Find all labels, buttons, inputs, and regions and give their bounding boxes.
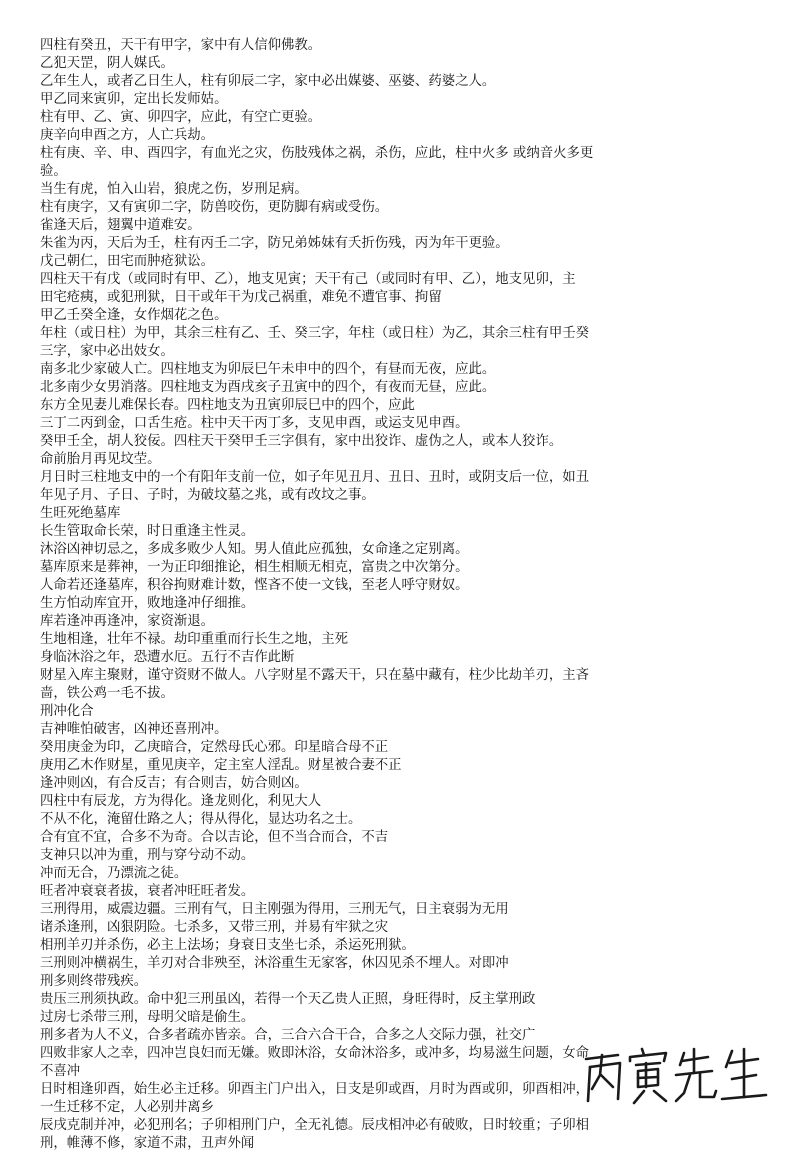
text-line: 四柱中有辰龙，方为得化。逢龙则化，利见大人: [40, 794, 322, 809]
text-line: 不从不化，淹留仕路之人；得从得化，显达功名之士。: [40, 812, 362, 827]
text-line: 生方怕动库宜开，败地逢冲仔细推。: [40, 596, 255, 611]
text-line: 乙年生人，或者乙日生人，柱有卯辰二字，家中必出媒婆、巫婆、药婆之人。: [40, 74, 496, 89]
text-line: 四柱有癸丑，天干有甲字，家中有人信仰佛教。: [40, 38, 322, 53]
text-line: 甲乙壬癸全逢，女作烟花之色。: [40, 308, 228, 323]
text-line: 墓库原来是葬神，一为正印细推论，相生相顺无相克，富贵之中次第分。: [40, 560, 469, 575]
text-line: 癸甲壬全，胡人狡佞。四柱天干癸甲壬三字俱有，家中出狡诈、虚伪之人，或本人狡诈。: [40, 434, 563, 449]
text-line: 田宅疮痍，或犯刑狱，日干或年干为戊己祸重，难免不遭官事、拘留: [40, 290, 442, 305]
text-line: 年见子月、子日、子时，为破坟墓之兆，或有改坟之事。: [40, 488, 375, 503]
text-line: 命前胎月再见坟茔。: [40, 452, 161, 467]
text-line: 当生有虎，怕入山岩，狼虎之伤，岁刑足病。: [40, 182, 308, 197]
text-line: 年柱（或日柱）为甲，其余三柱有乙、壬、癸三字，年柱（或日柱）为乙，其余三柱有甲壬癸: [40, 326, 590, 341]
text-line: 四柱天干有戊（或同时有甲、乙），地支见寅；天干有己（或同时有甲、乙），地支见卯，主: [40, 272, 576, 287]
text-line: 旺者冲衰衰者拔，衰者冲旺旺者发。: [40, 884, 255, 899]
text-line: 月日时三柱地支中的一个有阳年支前一位，如子年见丑月、丑日、丑时，或阴支后一位，如丑: [40, 470, 590, 485]
text-line: 过房七杀带三刑，母明父暗是偷生。: [40, 1010, 255, 1025]
text-line: 三刑得用，威震边疆。三刑有气，日主刚强为得用，三刑无气，日主衰弱为无用: [40, 902, 509, 917]
text-line: 逢冲则凶，有合反吉；有合则吉，妨合则凶。: [40, 776, 308, 791]
text-line: 冲而无合，乃漂流之徒。: [40, 866, 188, 881]
text-line: 沐浴凶神切忌之，多成多败少人知。男人值此应孤独，女命逢之定别离。: [40, 542, 469, 557]
text-line: 刑多者为人不义，合多者疏亦皆亲。合，三合六合干合，合多之人交际力强，社交广: [40, 1028, 536, 1043]
text-line: 诸杀逢刑，凶狠阴险。七杀多，又带三刑，并易有牢狱之灾: [40, 920, 389, 935]
text-line: 生地相逢，壮年不禄。劫印重重而行长生之地，主死: [40, 632, 348, 647]
text-line: 北多南少女男消落。四柱地支为酉戌亥子丑寅中的四个，有夜而无昼，应此。: [40, 380, 496, 395]
text-line: 验。: [40, 164, 67, 179]
text-line: 长生管取命长荣，时日重逢主性灵。: [40, 524, 255, 539]
text-line: 日时相逢卯酉，始生必主迁移。卯酉主门户出入，日支是卯或酉，月时为酉或卯，卯酉相冲，: [40, 1082, 590, 1097]
text-line: 身临沐浴之年，恐遭水厄。五行不吉作此断: [40, 650, 295, 665]
text-line: 南多北少家破人亡。四柱地支为卯辰巳午未申中的四个，有昼而无夜，应此。: [40, 362, 496, 377]
text-line: 吉神唯怕破害，凶神还喜刑冲。: [40, 722, 228, 737]
text-line: 雀逢天后，翅翼中道难安。: [40, 218, 201, 233]
text-line: 库若逢冲再逢冲，家资渐退。: [40, 614, 215, 629]
text-line: 辰戌克制并冲，必犯刑名；子卯相刑门户，全无礼德。辰戌相冲必有破败，日时较重；子卯相: [40, 1118, 590, 1133]
text-line: 财星入库主聚财，谨守资财不做人。八字财星不露天干，只在墓中藏有，柱少比劫羊刃，主吝: [40, 668, 590, 683]
text-line: 朱雀为丙，天后为壬，柱有丙壬二字，防兄弟姊妹有夭折伤残，丙为年干更验。: [40, 236, 509, 251]
text-line: 乙犯天罡，阴人媒氏。: [40, 56, 174, 71]
text-line: 三字，家中必出妓女。: [40, 344, 174, 359]
text-line: 贵压三刑须执政。命中犯三刑虽凶，若得一个天乙贵人正照，身旺得时，反主掌刑政: [40, 992, 536, 1007]
text-line: 东方全见妻儿难保长春。四柱地支为丑寅卯辰巳中的四个，应此: [40, 398, 415, 413]
text-line: 庚用乙木作财星，重见庚辛，定主室人淫乱。财星被合妻不正: [40, 758, 402, 773]
text-line: 癸用庚金为印，乙庚暗合，定然母氏心邪。印星暗合母不正: [40, 740, 389, 755]
text-line: 刑多则终带残疾。: [40, 974, 148, 989]
text-line: 啬，铁公鸡一毛不拔。: [40, 686, 174, 701]
text-line: 合有宜不宜，合多不为奇。合以吉论，但不当合而合，不吉: [40, 830, 389, 845]
text-line: 刑，帷薄不修，家道不肃，丑声外闻: [40, 1136, 255, 1151]
text-line: 戊己朝仁，田宅而肿疮狱讼。: [40, 254, 215, 269]
text-line: 甲乙同来寅卯，定出长发师姑。: [40, 92, 228, 107]
handwritten-signature: [580, 1041, 770, 1111]
text-line: 一生迁移不定，人必别井离乡: [40, 1100, 215, 1115]
text-line: 三刑则冲横祸生，羊刃对合非殃至，沐浴重生无家客，休囚见杀不埋人。对即冲: [40, 956, 509, 971]
text-line: 三丁二丙到金，口舌生疮。柱中天干丙丁多，支见申酉，或运支见申酉。: [40, 416, 469, 431]
text-line: 柱有庚字，又有寅卯二字，防兽咬伤，更防脚有病或受伤。: [40, 200, 389, 215]
text-line: 柱有庚、辛、申、酉四字，有血光之灾，伤肢残体之祸，杀伤，应此，柱中火多 或纳音火多更: [40, 146, 594, 161]
text-line: 庚辛向申酉之方，人亡兵劫。: [40, 128, 215, 143]
text-line: 刑冲化合: [40, 704, 94, 719]
text-line: 柱有甲、乙、寅、卯四字，应此，有空亡更验。: [40, 110, 322, 125]
text-line: 四败非家人之幸，四冲岂良妇而无嫌。败即沐浴，女命沐浴多，或冲多，均易滋生问题，女命: [40, 1046, 590, 1061]
text-line: 不喜冲: [40, 1064, 81, 1079]
text-line: 支神只以冲为重，刑与穿兮动不动。: [40, 848, 255, 863]
text-line: 生旺死绝墓库: [40, 506, 121, 521]
text-line: 相刑羊刃并杀伤，必主上法场；身衰日支坐七杀，杀运死刑狱。: [40, 938, 415, 953]
text-line: 人命若还逢墓库，积谷拘财难计数，悭吝不使一文钱，至老人呼守财奴。: [40, 578, 469, 593]
document-body: [40, 37, 792, 1153]
